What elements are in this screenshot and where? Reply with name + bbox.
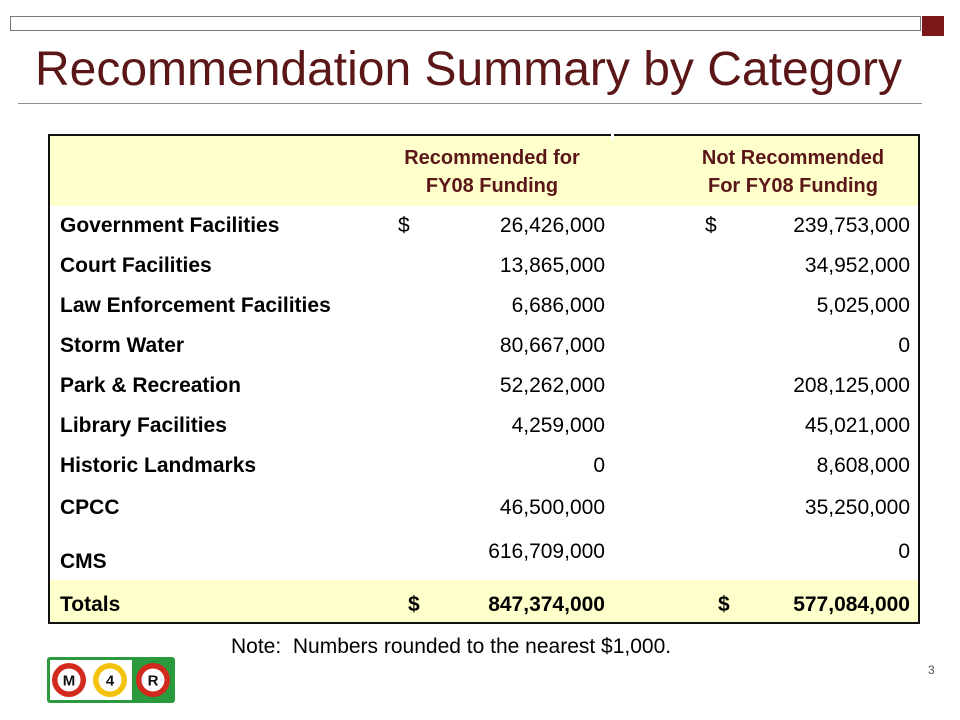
row-label: Storm Water xyxy=(60,334,185,357)
summary-table xyxy=(48,134,920,624)
row-label: Government Facilities xyxy=(60,214,280,237)
table-row xyxy=(50,452,918,490)
not-recommended-total: 577,084,000 xyxy=(793,593,910,616)
column-header-line: Recommended for xyxy=(404,147,580,169)
recommended-amount: 46,500,000 xyxy=(499,496,605,519)
column-header-recommended xyxy=(372,144,612,200)
not-recommended-amount: 0 xyxy=(898,540,910,563)
recommended-amount: 52,262,000 xyxy=(499,374,605,397)
table-row xyxy=(50,372,918,410)
table-row xyxy=(50,538,918,576)
recommended-amount: 13,865,000 xyxy=(499,254,605,277)
top-decor-bar xyxy=(10,16,921,31)
not-recommended-amount: 34,952,000 xyxy=(804,254,910,277)
table-row xyxy=(50,412,918,450)
row-label: Library Facilities xyxy=(60,414,227,437)
header-column-gap xyxy=(611,134,614,140)
logo-letter-r: R xyxy=(147,672,159,690)
recommended-total: 847,374,000 xyxy=(488,593,605,616)
row-label: Park & Recreation xyxy=(60,374,241,397)
recommended-amount: 6,686,000 xyxy=(511,294,605,317)
recommended-amount: 80,667,000 xyxy=(499,334,605,357)
column-header-not-recommended xyxy=(673,144,913,200)
table-row xyxy=(50,332,918,370)
logo-letter-4: 4 xyxy=(105,672,115,690)
currency-symbol: $ xyxy=(398,214,410,237)
totals-label: Totals xyxy=(60,593,121,616)
table-row xyxy=(50,292,918,330)
column-header-line: For FY08 Funding xyxy=(708,175,878,197)
recommended-amount: 616,709,000 xyxy=(488,540,605,563)
footnote: Note: Numbers rounded to the nearest $1,000. xyxy=(231,635,672,658)
recommended-amount: 0 xyxy=(593,454,605,477)
table-totals-row xyxy=(50,591,918,629)
column-header-line: FY08 Funding xyxy=(425,175,559,197)
row-label: Court Facilities xyxy=(60,254,212,277)
currency-symbol: $ xyxy=(718,593,730,616)
currency-symbol: $ xyxy=(408,593,420,616)
not-recommended-amount: 208,125,000 xyxy=(793,374,910,397)
page-number: 3 xyxy=(928,663,935,677)
not-recommended-amount: 8,608,000 xyxy=(816,454,910,477)
table-row xyxy=(50,252,918,290)
column-header-line: Not Recommended xyxy=(701,147,885,169)
row-label: CMS xyxy=(60,550,107,573)
row-label: CPCC xyxy=(60,496,120,519)
not-recommended-amount: 45,021,000 xyxy=(804,414,910,437)
title-underline xyxy=(18,103,922,104)
currency-symbol: $ xyxy=(705,214,717,237)
recommended-amount: 4,259,000 xyxy=(511,414,605,437)
table-row xyxy=(50,494,918,532)
not-recommended-amount: 5,025,000 xyxy=(816,294,910,317)
row-label: Law Enforcement Facilities xyxy=(60,294,331,317)
table-row xyxy=(50,212,918,250)
row-label: Historic Landmarks xyxy=(60,454,257,477)
not-recommended-amount: 35,250,000 xyxy=(804,496,910,519)
accent-square xyxy=(922,16,944,36)
logo-letter-m: M xyxy=(62,672,76,690)
recommended-amount: 26,426,000 xyxy=(499,214,605,237)
not-recommended-amount: 0 xyxy=(898,334,910,357)
m4r-logo xyxy=(47,657,175,703)
not-recommended-amount: 239,753,000 xyxy=(793,214,910,237)
slide-title: Recommendation Summary by Category xyxy=(35,43,903,96)
